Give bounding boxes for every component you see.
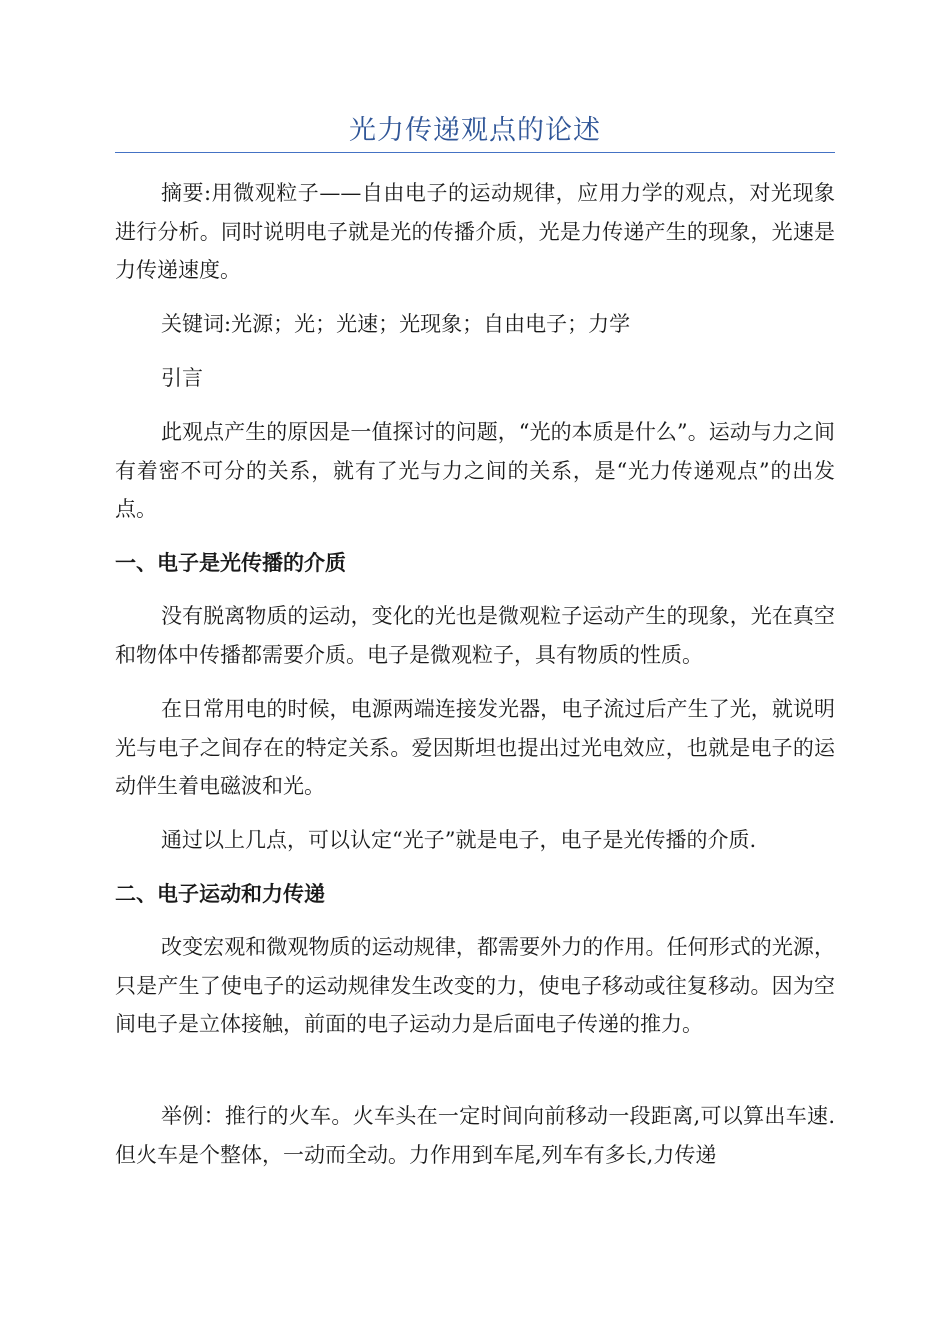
section-1-heading: 一、电子是光传播的介质 — [115, 551, 346, 575]
section-2-paragraph-2: 举例：推行的火车。火车头在一定时间向前移动一段距离,可以算出车速.但火车是个整体，一动而全动。力作用到车尾,列车有多长,力传递 — [115, 1104, 835, 1167]
section-1-paragraph-1: 没有脱离物质的运动，变化的光也是微观粒子运动产生的现象，光在真空和物体中传播都需要介质。电子是微观粒子，具有物质的性质。 — [115, 604, 835, 667]
section-2-heading: 二、电子运动和力传递 — [115, 882, 325, 906]
document-title: 光力传递观点的论述 — [349, 115, 601, 146]
abstract-paragraph: 摘要:用微观粒子——自由电子的运动规律，应用力学的观点，对光现象进行分析。同时说明电子就是光的传播介质，光是力传递产生的现象，光速是力传递速度。 — [115, 181, 835, 282]
intro-paragraph: 此观点产生的原因是一值探讨的问题，“光的本质是什么”。运动与力之间有着密不可分的关系，就有了光与力之间的关系，是“光力传递观点”的出发点。 — [115, 420, 835, 521]
intro-label: 引言 — [161, 366, 203, 390]
keywords-paragraph: 关键词:光源；光；光速；光现象；自由电子；力学 — [161, 312, 631, 336]
section-1-paragraph-2: 在日常用电的时候，电源两端连接发光器，电子流过后产生了光，就说明光与电子之间存在的特定关系。爱因斯坦也提出过光电效应，也就是电子的运动伴生着电磁波和光。 — [115, 697, 835, 798]
section-1-paragraph-3: 通过以上几点，可以认定“光子”就是电子，电子是光传播的介质. — [161, 828, 757, 852]
section-2-paragraph-1: 改变宏观和微观物质的运动规律，都需要外力的作用。任何形式的光源，只是产生了使电子的运动规律发生改变的力，使电子移动或往复移动。因为空间电子是立体接触，前面的电子运动力是后面电子传递的推力。 — [115, 935, 835, 1036]
title-underline — [115, 152, 835, 153]
